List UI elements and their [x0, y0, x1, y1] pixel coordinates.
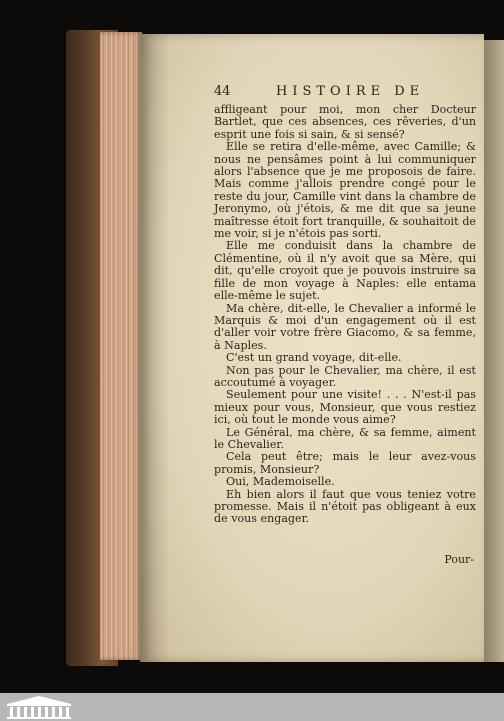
paragraph: Le Général, ma chère, & sa femme, aiment le Chevalier. [214, 425, 476, 451]
running-head: HISTOIRE DE [276, 84, 425, 99]
facing-page-edge [484, 40, 504, 662]
page-edges [100, 32, 142, 660]
page-body-text [214, 104, 476, 526]
catchword: Pour- [444, 553, 474, 566]
paragraph: Seulement pour une visite! . . . N'est-il pas mieux pour vous, Monsieur, que vous restiez ici, où tout le monde vous aime? [214, 388, 476, 427]
paragraph: Oui, Mademoiselle. [226, 475, 335, 489]
paragraph: C'est un grand voyage, dit-elle. [226, 351, 402, 365]
paragraph: Cela peut être; mais le leur avez-vous promis, Monsieur? [214, 450, 476, 476]
paragraph: Non pas pour le Chevalier, ma chère, il est accoutumé à voyager. [214, 363, 476, 389]
paragraph: Elle se retira d'elle-même, avec Camille; & nous ne pensâmes point à lui communiquer alors l'absence que je me proposois de faire. Mais comme j'allois prendre congé pour le reste du jour, Camille vint dans la chambre de Jeronymo, où j'étois, & me dit que sa jeune maîtresse étoit fort tranquille, & souhaitoit de me voir, si je n'étois pas sorti. [214, 140, 476, 241]
viewer-footer-bar [0, 693, 504, 721]
paragraph: Eh bien alors il faut que vous teniez votre promesse. Mais il n'étoit pas obligeant à eux de vous engager. [214, 487, 476, 526]
paragraph: Elle me conduisit dans la chambre de Clémentine, où il n'y avoit que sa Mère, qui dit, qu'elle croyoit que je pouvois instruire sa fille de mon voyage à Naples: elle entama elle-même le sujet. [214, 239, 476, 303]
gutter-shadow [140, 34, 170, 662]
page-header [214, 84, 476, 104]
library-building-icon [4, 694, 74, 720]
page-number: 44 [214, 84, 231, 99]
paragraph: Ma chère, dit-elle, le Chevalier a informé le Marquis & moi d'un engagement où il est d'aller voir votre frère Giacomo, & sa femme, à Naples. [214, 301, 476, 352]
paragraph: affligeant pour moi, mon cher Docteur Bartlet, que ces absences, ces rêveries, d'un esprit une fois si sain, & si sensé? [214, 103, 476, 141]
